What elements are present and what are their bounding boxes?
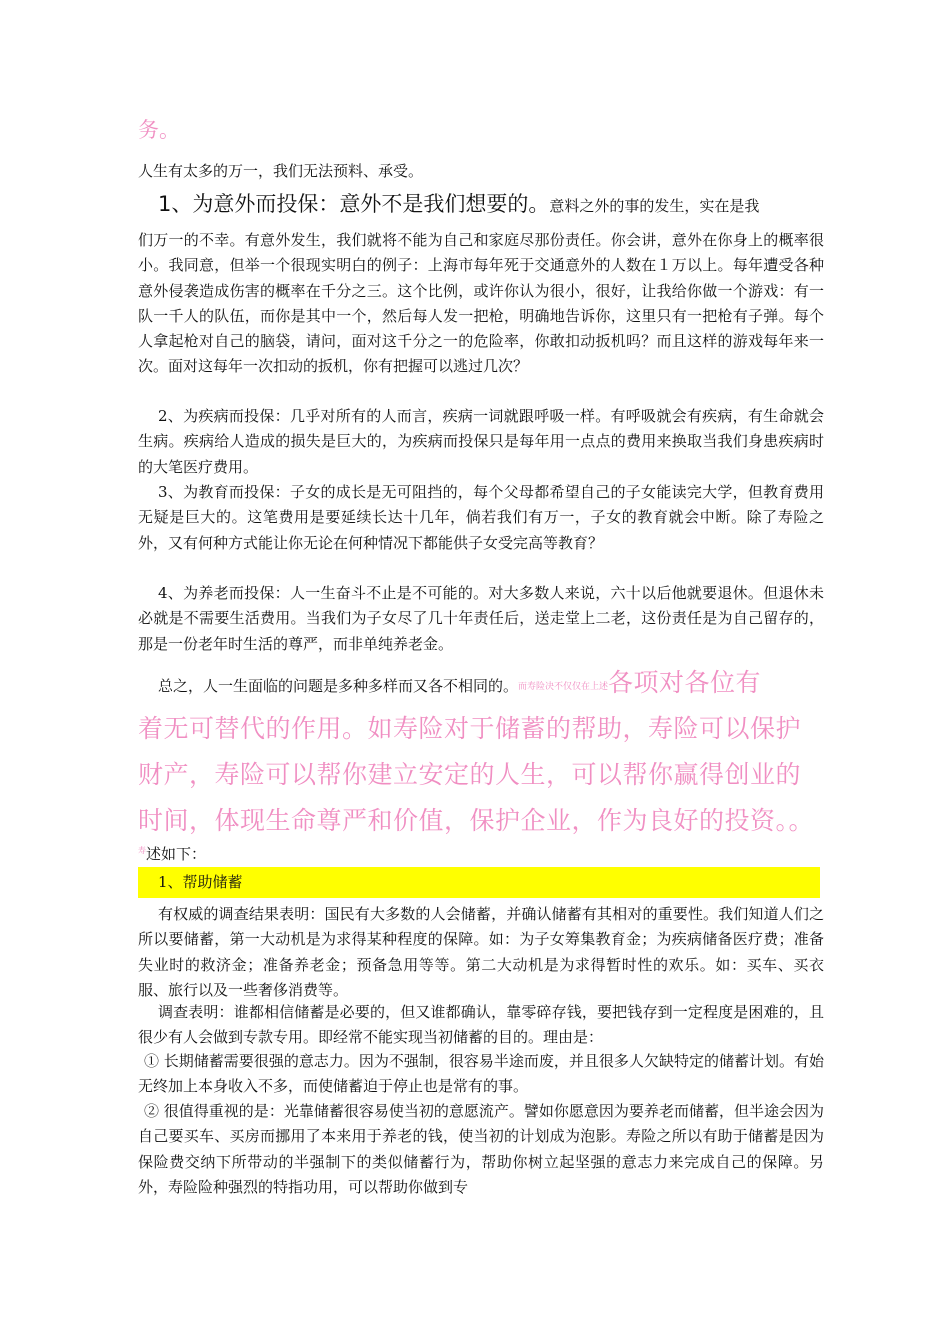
section1-paragraph-2: 调查表明：谁都相信储蓄是必要的，但又谁都确认，靠零碎存钱，要把钱存到一定程度是困难的，且很少有人会做到专款专用。即经常不能实现当初储蓄的目的。理由是： — [138, 1003, 824, 1047]
section1-paragraph-3: ① 长期储蓄需要很强的意志力。因为不强制，很容易半途而废，并且很多人欠缺特定的储蓄计划。有始无终加上本身收入不多，而使储蓄迫于停止也是常有的事。 — [138, 1052, 824, 1096]
top-fragment: 务。 — [138, 118, 180, 142]
list-intro-mark: 寿 — [138, 846, 146, 855]
item2-paragraph: 2、为疾病而投保：几乎对所有的人而言，疾病一词就跟呼吸一样。有呼吸就会有疾病，有生命就会生病。疾病给人造成的损失是巨大的，为疾病而投保只是每年用一点点的费用来换取当我们身患疾病时的大笔医疗费用。 — [138, 407, 824, 476]
list-intro: 述如下： — [146, 845, 207, 863]
summary-tiny-note: 而寿险决不仅仅在上述 — [518, 682, 609, 692]
item1-lead: 意料之外的事的发生，实在是我 — [549, 197, 760, 215]
item1-heading: 1、为意外而投保：意外不是我们想要的。 — [158, 192, 550, 216]
summary-first-line — [138, 660, 824, 710]
section1-heading: 1、帮助储蓄 — [158, 873, 243, 891]
intro-line: 人生有太多的万一，我们无法预料、承受。 — [138, 162, 424, 180]
item1-body: 们万一的不幸。有意外发生，我们就将不能为自己和家庭尽那份责任。你会讲，意外在你身上的概率很小。我同意，但举一个很现实明白的例子：上海市每年死于交通意外的人数在１万以上。每年遭受各种意外侵袭造成伤害的概率在千分之三。这个比例，或许你认为很小，很好，让我给你做一个游戏：有一队一千人的队伍，而你是其中一个，然后每人发一把枪，明确地告诉你，这里只有一把枪有子弹。每个人拿起枪对自己的脑袋，请问，面对这千分之一的危险率，你敢扣动扳机吗？而且这样的游戏每年来一次。面对这每年一次扣动的扳机，你有把握可以逃过几次？ — [138, 231, 824, 376]
summary-pink-text: 着无可替代的作用。如寿险对于储蓄的帮助，寿险可以保护财产，寿险可以帮你建立安定的人生，可以帮你赢得创业的时间，体现生命尊严和价值，保护企业，作为良好的投资。。 — [138, 714, 815, 835]
section1-highlight-bar — [138, 867, 820, 898]
section1-paragraph-1: 有权威的调查结果表明：国民有大多数的人会储蓄，并确认储蓄有其相对的重要性。我们知道人们之所以要储蓄，第一大动机是为求得某种程度的保障。如：为子女筹集教育金；为疾病储备医疗费；准备失业时的救济金；准备养老金；预备急用等等。第二大动机是为求得暂时性的欢乐。如：买车、买衣服、旅行以及一些奢侈消费等。 — [138, 905, 824, 999]
summary-pink-first: 各项对各位有 — [608, 668, 762, 697]
item4-paragraph: 4、为养老而投保：人一生奋斗不止是不可能的。对大多数人来说，六十以后他就要退休。但退休未必就是不需要生活费用。当我们为子女尽了几十年责任后，送走堂上二老，这份责任是为自己留存的，那是一份老年时生活的尊严，而非单纯养老金。 — [138, 584, 824, 653]
section1-paragraph-4: ② 很值得重视的是：光靠储蓄很容易使当初的意愿流产。譬如你愿意因为要养老而储蓄，但半途会因为自己要买车、买房而挪用了本来用于养老的钱，使当初的计划成为泡影。寿险之所以有助于储蓄是因为保险费交纳下所带动的半强制下的类似储蓄行为，帮助你树立起坚强的意志力来完成自己的保障。另外，寿险险种强烈的特指功用，可以帮助你做到专 — [138, 1102, 824, 1196]
list-intro-line — [138, 840, 824, 865]
summary-lead: 总之，人一生面临的问题是多种多样而又各不相同的。 — [158, 677, 519, 695]
item1-first-line — [138, 188, 824, 222]
item3-paragraph: 3、为教育而投保：子女的成长是无可阻挡的，每个父母都希望自己的子女能读完大学，但教育费用无疑是巨大的。这笔费用是要延续长达十几年，倘若我们有万一，子女的教育就会中断。除了寿险之外，又有何种方式能让你无论在何种情况下都能供子女受完高等教育？ — [138, 483, 824, 552]
